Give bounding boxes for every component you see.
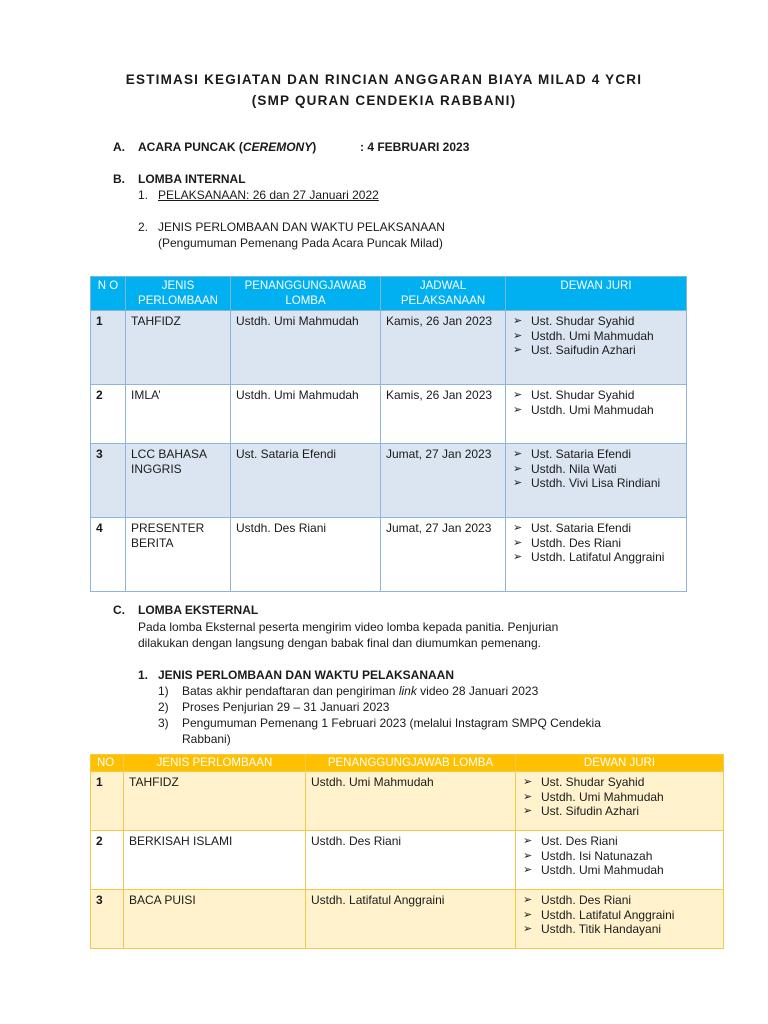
row-no: 1 (91, 311, 126, 385)
row-pj: Ustdh. Des Riani (306, 831, 516, 890)
row-juri (506, 385, 687, 444)
juri-item: ➢ Ustdh. Umi Mahmudah (511, 403, 681, 418)
table-row (91, 385, 687, 444)
juri-item: ➢ Ustdh. Umi Mahmudah (521, 863, 718, 878)
juri-item: ➢ Ust. Shudar Syahid (511, 388, 681, 403)
header-juri: DEWAN JURI (516, 755, 724, 772)
table-header-row (91, 277, 687, 311)
row-jenis: LCC BAHASA INGGRIS (126, 444, 231, 518)
section-c-sub1: Batas akhir pendaftaran dan pengiriman link video 28 Januari 2023 (182, 684, 539, 698)
header-jadwal: JADWAL PELAKSANAAN (381, 277, 506, 311)
juri-item: ➢ Ustdh. Isi Natunazah (521, 849, 718, 864)
section-b-item2: JENIS PERLOMBAAN DAN WAKTU PELAKSANAAN (158, 220, 445, 234)
section-a-label: ACARA PUNCAK (CEREMONY) (138, 140, 317, 154)
document-title-line1: ESTIMASI KEGIATAN DAN RINCIAN ANGGARAN BIAYA MILAD 4 YCRI (125, 72, 643, 87)
row-jenis: PRESENTER BERITA (126, 518, 231, 592)
table-row (91, 831, 724, 890)
juri-item: ➢ Ustdh. Umi Mahmudah (521, 790, 718, 805)
row-jadwal: Kamis, 26 Jan 2023 (381, 385, 506, 444)
row-pj: Ustdh. Umi Mahmudah (231, 311, 381, 385)
row-juri (506, 311, 687, 385)
row-no: 3 (91, 444, 126, 518)
juri-item: ➢ Ustdh. Vivi Lisa Rindiani (511, 476, 681, 491)
row-jadwal: Jumat, 27 Jan 2023 (381, 518, 506, 592)
juri-item: ➢ Ust. Sataria Efendi (511, 521, 681, 536)
section-c-sub2: Proses Penjurian 29 – 31 Januari 2023 (182, 700, 390, 714)
section-c-sub3: Pengumuman Pemenang 1 Februari 2023 (melalui Instagram SMPQ Cendekia (182, 716, 601, 730)
row-juri (516, 890, 724, 949)
header-pj: PENANGGUNGJAWAB LOMBA (231, 277, 381, 311)
row-pj: Ustdh. Umi Mahmudah (231, 385, 381, 444)
section-a-marker: A. (113, 140, 125, 154)
juri-item: ➢ Ustdh. Titik Handayani (521, 922, 718, 937)
section-b-item1-marker: 1. (138, 188, 149, 202)
juri-item: ➢ Ust. Des Riani (521, 834, 718, 849)
section-b-marker: B. (113, 172, 125, 186)
table-header-row (91, 755, 724, 772)
section-c-item1-marker: 1. (138, 668, 149, 682)
table-row (91, 444, 687, 518)
section-b-item1: PELAKSANAAN: 26 dan 27 Januari 2022 (158, 188, 379, 202)
row-no: 3 (91, 890, 124, 949)
row-jenis: TAHFIDZ (126, 311, 231, 385)
juri-item: ➢ Ust. Saifudin Azhari (511, 343, 681, 358)
section-c-sub1-marker: 1) (158, 684, 169, 698)
section-b-item2-note: (Pengumuman Pemenang Pada Acara Puncak Milad) (158, 236, 443, 250)
row-juri (506, 444, 687, 518)
section-c-para-line2: dilakukan dengan langsung dengan babak final dan diumumkan pemenang. (138, 636, 541, 650)
header-no: N O (91, 277, 126, 311)
row-jenis: BERKISAH ISLAMI (124, 831, 306, 890)
header-jenis: JENIS PERLOMBAAN (126, 277, 231, 311)
internal-competition-table (90, 276, 687, 592)
row-pj: Ust. Sataria Efendi (231, 444, 381, 518)
row-pj: Ustdh. Umi Mahmudah (306, 772, 516, 831)
table-row (91, 311, 687, 385)
header-juri: DEWAN JURI (506, 277, 687, 311)
row-pj: Ustdh. Latifatul Anggraini (306, 890, 516, 949)
section-c-sub3-cont: Rabbani) (182, 732, 231, 746)
row-no: 2 (91, 831, 124, 890)
section-b-item2-marker: 2. (138, 220, 149, 234)
header-jenis: JENIS PERLOMBAAN (124, 755, 306, 772)
section-c-sub2-marker: 2) (158, 700, 169, 714)
row-no: 2 (91, 385, 126, 444)
section-c-para-line1: Pada lomba Eksternal peserta mengirim video lomba kepada panitia. Penjurian (138, 620, 559, 634)
row-no: 4 (91, 518, 126, 592)
juri-item: ➢ Ust. Sataria Efendi (511, 447, 681, 462)
table-row (91, 518, 687, 592)
section-a-value: : 4 FEBRUARI 2023 (360, 140, 470, 154)
juri-item: ➢ Ust. Shudar Syahid (521, 775, 718, 790)
juri-item: ➢ Ust. Shudar Syahid (511, 314, 681, 329)
row-jenis: BACA PUISI (124, 890, 306, 949)
section-b-label: LOMBA INTERNAL (138, 172, 246, 186)
header-no: NO (91, 755, 124, 772)
juri-item: ➢ Ust. Sifudin Azhari (521, 804, 718, 819)
juri-item: ➢ Ustdh. Nila Wati (511, 462, 681, 477)
table-row (91, 772, 724, 831)
row-juri (516, 831, 724, 890)
juri-item: ➢ Ustdh. Umi Mahmudah (511, 329, 681, 344)
juri-item: ➢ Ustdh. Latifatul Anggraini (521, 908, 718, 923)
row-jenis: IMLA’ (126, 385, 231, 444)
external-competition-table (90, 754, 724, 949)
row-juri (516, 772, 724, 831)
row-jadwal: Jumat, 27 Jan 2023 (381, 444, 506, 518)
juri-item: ➢ Ustdh. Latifatul Anggraini (511, 550, 681, 565)
row-jadwal: Kamis, 26 Jan 2023 (381, 311, 506, 385)
row-jenis: TAHFIDZ (124, 772, 306, 831)
juri-item: ➢ Ustdh. Des Riani (511, 536, 681, 551)
section-c-label: LOMBA EKSTERNAL (138, 603, 259, 617)
section-c-sub3-marker: 3) (158, 716, 169, 730)
section-c-item1: JENIS PERLOMBAAN DAN WAKTU PELAKSANAAN (158, 668, 455, 682)
header-pj: PENANGGUNGJAWAB LOMBA (306, 755, 516, 772)
table-row (91, 890, 724, 949)
section-c-marker: C. (113, 603, 125, 617)
juri-item: ➢ Ustdh. Des Riani (521, 893, 718, 908)
document-title-line2: (SMP QURAN CENDEKIA RABBANI) (251, 93, 517, 108)
row-no: 1 (91, 772, 124, 831)
row-pj: Ustdh. Des Riani (231, 518, 381, 592)
row-juri (506, 518, 687, 592)
